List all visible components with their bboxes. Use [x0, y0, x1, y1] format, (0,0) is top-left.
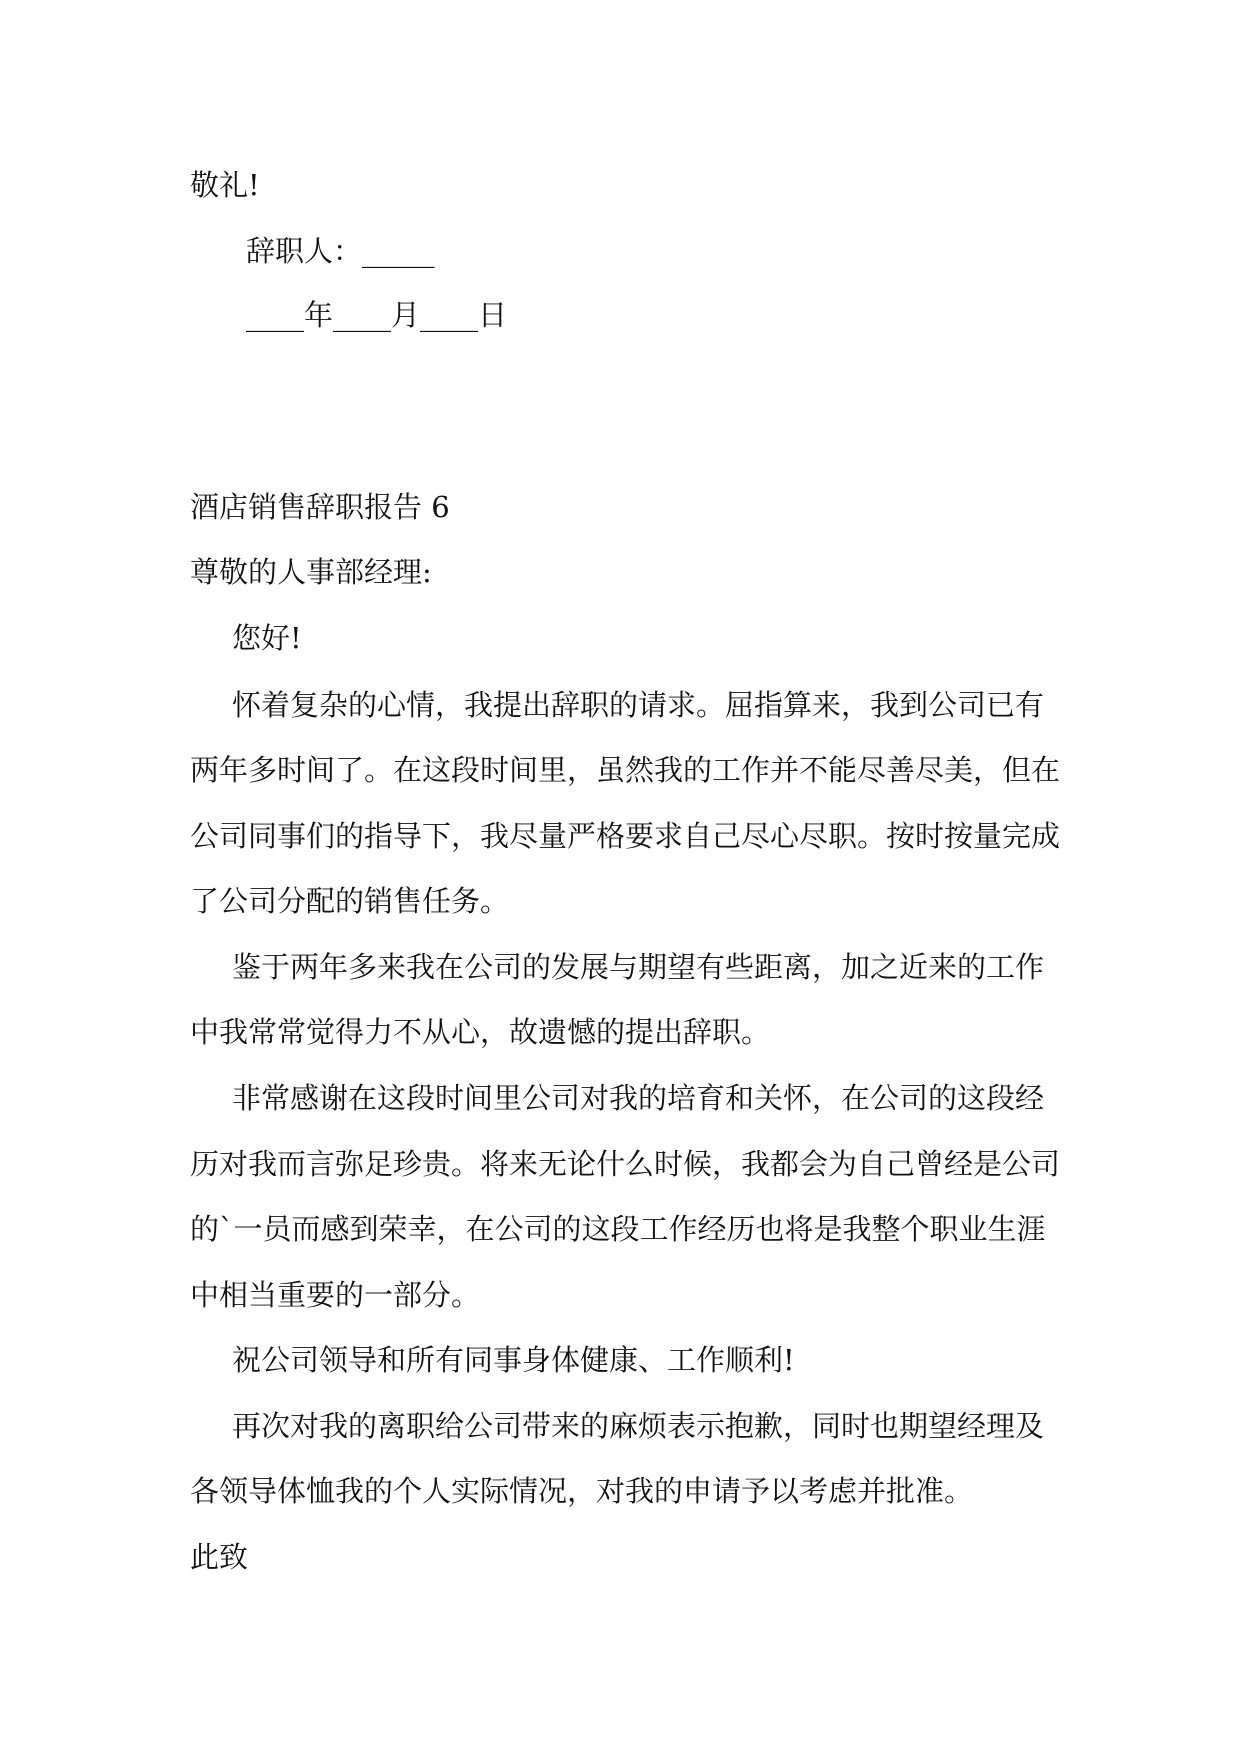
paragraph-line: 各领导体恤我的个人实际情况，对我的申请予以考虑并批准。 — [190, 1474, 974, 1508]
greeting: 您好! — [232, 621, 302, 655]
closing: 此致 — [190, 1540, 249, 1574]
paragraph-line: 怀着复杂的心情，我提出辞职的请求。屈指算来，我到公司已有 — [232, 688, 1045, 722]
paragraph-line: 两年多时间了。在这段时间里，虽然我的工作并不能尽善尽美，但在 — [190, 753, 1061, 787]
paragraph-line: 中我常常觉得力不从心，故遗憾的提出辞职。 — [190, 1015, 771, 1049]
paragraph-line: 历对我而言弥足珍贵。将来无论什么时候，我都会为自己曾经是公司 — [190, 1147, 1061, 1181]
paragraph-line: 非常感谢在这段时间里公司对我的培育和关怀，在公司的这段经 — [232, 1081, 1045, 1115]
paragraph-line: 祝公司领导和所有同事身体健康、工作顺利! — [232, 1343, 795, 1377]
paragraph-line: 中相当重要的一部分。 — [190, 1278, 481, 1312]
paragraph-line: 的`一员而感到荣幸，在公司的这段工作经历也将是我整个职业生涯 — [190, 1212, 1046, 1246]
signer-line: 辞职人：_____ — [246, 234, 435, 268]
paragraph-line: 再次对我的离职给公司带来的麻烦表示抱歉，同时也期望经理及 — [232, 1409, 1045, 1443]
paragraph-line: 了公司分配的销售任务。 — [190, 884, 510, 918]
paragraph-line: 公司同事们的指导下，我尽量严格要求自己尽心尽职。按时按量完成 — [190, 819, 1061, 853]
closing-salute: 敬礼! — [190, 168, 260, 202]
salutation: 尊敬的人事部经理: — [190, 555, 432, 589]
date-line: ____年____月____日 — [246, 298, 508, 332]
paragraph-line: 鉴于两年多来我在公司的发展与期望有些距离，加之近来的工作 — [232, 950, 1045, 984]
document-title: 酒店销售辞职报告 6 — [190, 490, 450, 524]
